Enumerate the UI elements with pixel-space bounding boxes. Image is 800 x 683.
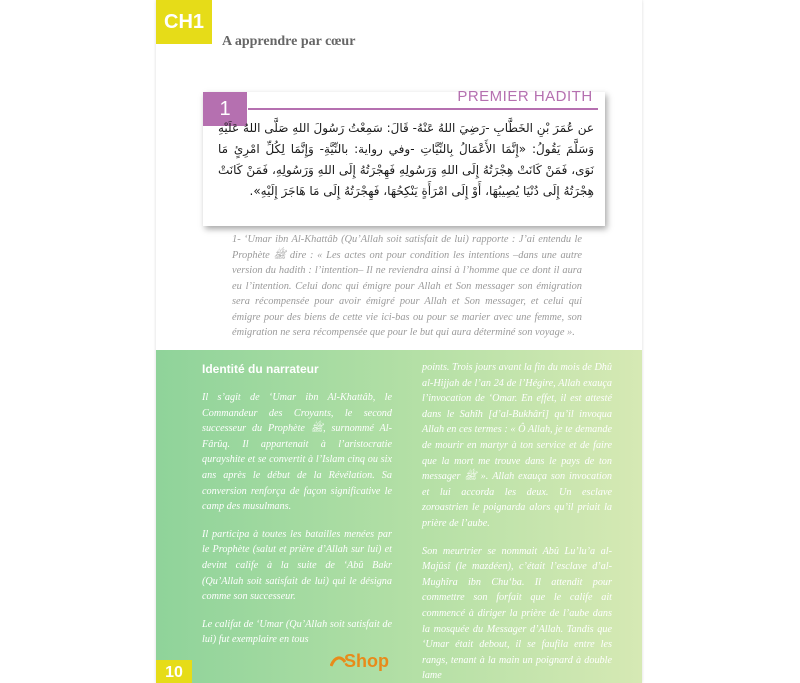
translation-text: 1- ‘Umar ibn Al-Khattâb (Qu’Allah soit satisfait de lui) rapporte : J’ai entendu le Prophète ﷺ dire : « Les actes ont pour condition les intentions –dans une autre version du hadith : l’intention– Il ne reviendra ainsi à l’homme que ce dont il aura eu l’intention. Celui donc qui émigre pour Allah et Son messager son émigration sera récompensée pour avoir émigré pour Allah et Son messager, et celui qui émigre pour des biens de cette vie ici-bas ou pour se marier avec une femme, son émigration ne sera récompensée que pour le but qui aura déterminé son voyage ». (232, 234, 582, 338)
narrator-paragraph: points. Trois jours avant la fin du mois de Dhû al-Hijjah de l’an 24 de l’Hégire, Allah exauça l’invocation de ‘Omar. En effet, il est attesté dans le Sahîh [d’al-Bukhârî] qu’il invoqua Allah en ces termes : « Ô Allah, je te demande de mourir en martyr à ton service et de faire que la mort me trouve dans le pays de ton messager ﷺ ». Allah exauça son invocation et lui accorda les deux. Un esclave zoroastrien le poignarda alors qu’il priait la prière de l’aube. (422, 362, 613, 529)
narrator-column-left (202, 390, 392, 660)
page-number: 10 (156, 660, 192, 683)
narrator-paragraph: Il s’agit de ‘Umar ibn Al-Khattâb, le Commandeur des Croyants, le second successeur du Prophète ﷺ, surnommé Al-Fârûq. Il appartenait à l’aristocratie qurayshite et se convertit à l’Islam cinq ou six ans après le début de la Révélation. Sa conversion renforça de façon significative le camp des musulmans. (202, 392, 392, 513)
shop-logo: Shop (344, 651, 389, 671)
narrator-paragraph: Le califat de ‘Umar (Qu’Allah soit satisfait de lui) fut exemplaire en tous (202, 618, 392, 646)
narrator-paragraph: Il participa à toutes les batailles menées par le Prophète (salut et prière d’Allah sur lui) et devint calife à la suite de ‘Abû Bakr (Qu’Allah soit satisfait de lui) qui le désigna comme son successeur. (202, 528, 392, 603)
title-divider (248, 108, 598, 110)
arabic-text: عن عُمَرَ بْنِ الخَطَّابِ -رَضِيَ اللهُ عَنْهُ- قَالَ: سَمِعْتُ رَسُولَ اللهِ صَلَّى اللهُ عَلَيْهِ وَسَلَّمَ يَقُولُ: «إِنَّمَا الأَعْمَالُ بِالنِّيَّاتِ -وفي رواية: بالنِّيَّةِ- وَإِنَّمَا لِكُلِّ امْرِئٍ مَا نَوَى، فَمَنْ كَانَتْ هِجْرَتُهُ إِلَى اللهِ وَرَسُولِهِ فَهِجْرَتُهُ إِلَى اللهِ وَرَسُولِهِ، فَمَنْ كَانَتْ هِجْرَتُهُ إِلَى دُنْيَا يُصِيبُهَا، أَوْ إِلَى امْرَأَةٍ يَنْكِحُهَا، فَهِجْرَتُهُ إِلَى مَا هَاجَرَ إِلَيْهِ». (218, 121, 594, 198)
learn-label: A apprendre par cœur (222, 34, 356, 49)
chapter-tab: CH1 (156, 0, 212, 44)
hadith-title: PREMIER HADITH (457, 88, 593, 105)
narrator-heading: Identité du narrateur (202, 362, 319, 376)
book-page (156, 0, 642, 683)
narrator-paragraph: Son meurtrier se nommait Abû Lu’lu’a al-Majûsî (le mazdéen), c’était l’esclave d’al-Mughîra ibn Chu‘ba. Il attendit pour commettre son forfait que le calife ait commencé à diriger la prière de l’aube dans la mosquée du Messager d’Allah. Tandis que ‘Umar était debout, il se faufila entre les rangs, tenant à la main un poignard à double lame (422, 545, 612, 682)
narrator-column-right (422, 360, 612, 683)
hadith-number: 1 (203, 92, 247, 126)
